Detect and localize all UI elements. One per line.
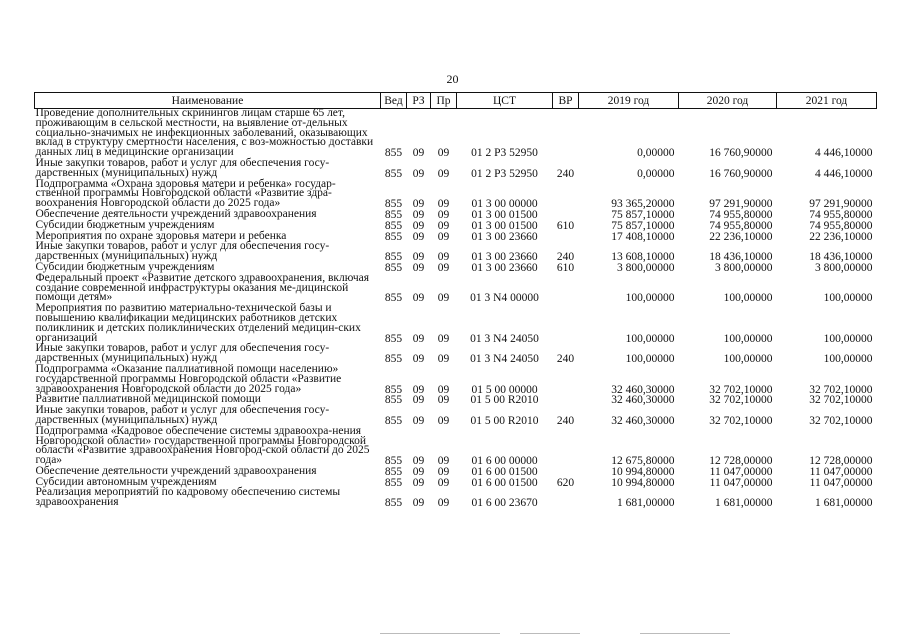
row-vr: 620 <box>556 476 575 489</box>
row-amount-2021: 100,00000 <box>823 332 873 345</box>
row-amount-2020: 97 291,90000 <box>709 198 773 211</box>
table-row <box>35 488 877 509</box>
row-pr: 09 <box>437 414 450 427</box>
row-amount-2019: 0,00000 <box>637 147 675 160</box>
column-header-pr: Пр <box>431 93 457 109</box>
row-amount-2019: 75 857,10000 <box>611 208 675 221</box>
budget-table <box>34 92 877 509</box>
row-ved: 855 <box>384 147 403 160</box>
row-amount-2021: 4 446,10000 <box>815 167 873 180</box>
row-vr <box>553 304 579 344</box>
row-amount-2019: 13 608,10000 <box>611 251 675 264</box>
row-rz: 09 <box>412 394 425 407</box>
row-amount-2019: 32 460,30000 <box>611 383 675 396</box>
row-vr <box>553 395 579 406</box>
row-rz: 09 <box>412 251 425 264</box>
row-vr <box>553 180 579 210</box>
row-name: Федеральный проект «Развитие детского здравоохранения, включая создание современной инфраструктуры оказания ме-дицинской помощи детям» <box>35 271 370 304</box>
row-amount-2021: 11 047,00000 <box>809 465 873 478</box>
row-rz: 09 <box>412 497 425 510</box>
row-pr: 09 <box>437 292 450 305</box>
row-vr: 610 <box>556 261 575 274</box>
row-amount-2021: 32 702,10000 <box>809 383 873 396</box>
row-amount-2021: 100,00000 <box>823 292 873 305</box>
row-vr <box>553 488 579 509</box>
row-pr: 09 <box>437 476 450 489</box>
page-number: 20 <box>446 72 459 86</box>
row-pr: 09 <box>437 497 450 510</box>
row-name: Подпрограмма «Кадровое обеспечение системы здравоохра-нения Новгородской области» государственной программы Новгородской области «Развитие здравоохранения Новгород-ской области до 2025 года» <box>35 424 370 467</box>
row-pr: 09 <box>437 455 450 468</box>
table-row <box>35 180 877 210</box>
row-amount-2021: 4 446,10000 <box>815 147 873 160</box>
row-rz: 09 <box>412 261 425 274</box>
row-ved: 855 <box>384 353 403 366</box>
row-ved: 855 <box>384 476 403 489</box>
column-header-2021: 2021 год <box>777 93 877 109</box>
row-pr: 09 <box>437 261 450 274</box>
row-amount-2020: 11 047,00000 <box>709 465 773 478</box>
row-amount-2021: 97 291,90000 <box>809 198 873 211</box>
row-amount-2021: 32 702,10000 <box>809 394 873 407</box>
row-rz: 09 <box>412 465 425 478</box>
row-name: Обеспечение деятельности учреждений здравоохранения <box>35 464 317 477</box>
scan-artifact <box>640 633 730 634</box>
row-amount-2020: 12 728,00000 <box>709 455 773 468</box>
row-rz: 09 <box>412 230 425 243</box>
row-amount-2019: 100,00000 <box>625 332 675 345</box>
row-amount-2021: 18 436,10000 <box>809 251 873 264</box>
row-vr <box>553 232 579 243</box>
table-row <box>35 274 877 304</box>
row-pr: 09 <box>437 394 450 407</box>
row-cst: 01 6 00 00000 <box>471 455 538 468</box>
row-ved: 855 <box>384 208 403 221</box>
row-pr: 09 <box>437 353 450 366</box>
row-amount-2019: 100,00000 <box>625 353 675 366</box>
row-amount-2021: 100,00000 <box>823 353 873 366</box>
row-pr: 09 <box>437 147 450 160</box>
row-amount-2021: 74 955,80000 <box>809 219 873 232</box>
row-rz: 09 <box>412 476 425 489</box>
row-amount-2019: 32 460,30000 <box>611 394 675 407</box>
table-row <box>35 109 877 159</box>
row-amount-2020: 100,00000 <box>723 353 773 366</box>
row-amount-2021: 22 236,10000 <box>809 230 873 243</box>
row-name: Обеспечение деятельности учреждений здравоохранения <box>35 207 317 220</box>
row-pr: 09 <box>437 383 450 396</box>
row-ved: 855 <box>384 383 403 396</box>
row-amount-2020: 32 702,10000 <box>709 414 773 427</box>
row-ved: 855 <box>384 261 403 274</box>
row-name: Иные закупки товаров, работ и услуг для обеспечения госу-дарственных (муниципальных) нужд <box>35 342 330 365</box>
scan-artifact <box>520 633 580 634</box>
row-vr: 240 <box>556 167 575 180</box>
row-pr: 09 <box>437 208 450 221</box>
row-name: Мероприятия по развитию материально-технической базы и повышению квалификации медицинских работников детских поликлиник и детских поликлинических отделений медицин-ских организаций <box>35 302 361 344</box>
row-vr <box>553 109 579 159</box>
row-name: Иные закупки товаров, работ и услуг для обеспечения госу-дарственных (муниципальных) нужд <box>35 404 330 426</box>
row-amount-2019: 1 681,00000 <box>617 497 675 510</box>
row-cst: 01 2 P3 52950 <box>471 147 538 160</box>
row-amount-2020: 100,00000 <box>723 332 773 345</box>
table-row <box>35 159 877 180</box>
table-row <box>35 365 877 395</box>
row-amount-2020: 22 236,10000 <box>709 230 773 243</box>
row-ved: 855 <box>384 332 403 345</box>
row-cst: 01 6 00 01500 <box>471 476 538 489</box>
row-ved: 855 <box>384 167 403 180</box>
row-pr: 09 <box>437 251 450 264</box>
row-rz: 09 <box>412 414 425 427</box>
column-header-2019: 2019 год <box>579 93 679 109</box>
row-vr <box>553 427 579 467</box>
column-header-rz: РЗ <box>407 93 431 109</box>
row-cst: 01 5 00 R2010 <box>470 394 539 407</box>
row-amount-2020: 1 681,00000 <box>715 497 773 510</box>
table-row <box>35 242 877 263</box>
row-pr: 09 <box>437 230 450 243</box>
row-rz: 09 <box>412 383 425 396</box>
row-pr: 09 <box>437 167 450 180</box>
row-amount-2019: 100,00000 <box>625 292 675 305</box>
row-rz: 09 <box>412 455 425 468</box>
scan-artifact <box>380 633 500 634</box>
row-ved: 855 <box>384 198 403 211</box>
row-rz: 09 <box>412 353 425 366</box>
row-name: Мероприятия по охране здоровья матери и ребенка <box>35 229 287 242</box>
row-amount-2019: 10 994,80000 <box>611 465 675 478</box>
row-rz: 09 <box>412 332 425 345</box>
row-pr: 09 <box>437 219 450 232</box>
row-ved: 855 <box>384 394 403 407</box>
row-amount-2019: 10 994,80000 <box>611 476 675 489</box>
row-pr: 09 <box>437 198 450 211</box>
row-amount-2021: 12 728,00000 <box>809 455 873 468</box>
row-name: Субсидии бюджетным учреждениям <box>35 218 215 231</box>
column-header-cst: ЦСТ <box>457 93 553 109</box>
row-name: Подпрограмма «Охрана здоровья матери и ребенка» государ-ственной программы Новгородской области «Развитие здра-воохранения Новгородской области до 2025 года» <box>35 177 336 210</box>
row-name: Развитие паллиативной медицинской помощи <box>35 393 261 406</box>
row-name: Проведение дополнительных скринингов лицам старше 65 лет, проживающим в сельской местности, на выявление от-дельных социально-значимых не инфекционных заболеваний, оказывающих вклад в структуру смертности населения, с воз-можностью доставки данных лиц в медицинские организации <box>35 107 374 159</box>
row-ved: 855 <box>384 219 403 232</box>
row-amount-2021: 11 047,00000 <box>809 476 873 489</box>
table-row <box>35 304 877 344</box>
row-ved: 855 <box>384 497 403 510</box>
row-amount-2020: 11 047,00000 <box>709 476 773 489</box>
row-name: Субсидии автономным учреждениям <box>35 475 217 488</box>
row-rz: 09 <box>412 147 425 160</box>
row-amount-2019: 3 800,00000 <box>617 261 675 274</box>
row-rz: 09 <box>412 198 425 211</box>
row-amount-2019: 75 857,10000 <box>611 219 675 232</box>
row-vr: 610 <box>556 219 575 232</box>
row-cst: 01 3 00 00000 <box>471 198 538 211</box>
row-pr: 09 <box>437 332 450 345</box>
row-vr <box>553 365 579 395</box>
row-cst: 01 3 N4 24050 <box>470 353 539 366</box>
row-amount-2020: 3 800,00000 <box>715 261 773 274</box>
table-row <box>35 406 877 427</box>
row-vr: 240 <box>556 414 575 427</box>
row-pr: 09 <box>437 465 450 478</box>
row-amount-2020: 100,00000 <box>723 292 773 305</box>
row-ved: 855 <box>384 292 403 305</box>
row-cst: 01 5 00 R2010 <box>470 414 539 427</box>
row-amount-2021: 32 702,10000 <box>809 414 873 427</box>
row-cst: 01 5 00 00000 <box>471 383 538 396</box>
row-cst: 01 6 00 23670 <box>471 497 538 510</box>
row-ved: 855 <box>384 230 403 243</box>
row-vr: 240 <box>556 251 575 264</box>
row-name: Иные закупки товаров, работ и услуг для обеспечения госу-дарственных (муниципальных) нужд <box>35 156 330 179</box>
row-amount-2019: 32 460,30000 <box>611 414 675 427</box>
row-ved: 855 <box>384 414 403 427</box>
row-amount-2020: 32 702,10000 <box>709 383 773 396</box>
column-header-name: Наименование <box>35 93 381 109</box>
row-cst: 01 2 P3 52950 <box>471 167 538 180</box>
row-amount-2020: 16 760,90000 <box>709 147 773 160</box>
row-cst: 01 3 N4 00000 <box>470 292 539 305</box>
row-rz: 09 <box>412 167 425 180</box>
row-cst: 01 3 00 01500 <box>471 208 538 221</box>
row-amount-2021: 1 681,00000 <box>815 497 873 510</box>
row-amount-2020: 18 436,10000 <box>709 251 773 264</box>
row-name: Реализация мероприятий по кадровому обеспечению системы здравоохранения <box>35 486 341 509</box>
row-amount-2020: 74 955,80000 <box>709 219 773 232</box>
row-cst: 01 3 00 23660 <box>471 230 538 243</box>
row-cst: 01 6 00 01500 <box>471 465 538 478</box>
column-header-ved: Вед <box>381 93 407 109</box>
row-amount-2021: 74 955,80000 <box>809 208 873 221</box>
row-ved: 855 <box>384 251 403 264</box>
row-name: Субсидии бюджетным учреждениям <box>35 260 215 273</box>
row-ved: 855 <box>384 455 403 468</box>
column-header-vr: ВР <box>553 93 579 109</box>
row-name: Иные закупки товаров, работ и услуг для обеспечения госу-дарственных (муниципальных) нужд <box>35 240 330 263</box>
row-rz: 09 <box>412 219 425 232</box>
row-amount-2021: 3 800,00000 <box>815 261 873 274</box>
row-cst: 01 3 00 23660 <box>471 261 538 274</box>
row-name: Подпрограмма «Оказание паллиативной помощи населению» государственной программы Новгородской области «Развитие здравоохранения Новгородской области до 2025 года» <box>35 362 342 395</box>
row-rz: 09 <box>412 208 425 221</box>
row-cst: 01 3 00 23660 <box>471 251 538 264</box>
table-row <box>35 427 877 467</box>
row-amount-2019: 12 675,80000 <box>611 455 675 468</box>
row-amount-2020: 16 760,90000 <box>709 167 773 180</box>
row-amount-2020: 74 955,80000 <box>709 208 773 221</box>
row-rz: 09 <box>412 292 425 305</box>
row-cst: 01 3 00 01500 <box>471 219 538 232</box>
row-vr <box>553 274 579 304</box>
row-ved: 855 <box>384 465 403 478</box>
row-amount-2019: 0,00000 <box>637 167 675 180</box>
column-header-2020: 2020 год <box>679 93 777 109</box>
row-vr: 240 <box>556 353 575 366</box>
row-cst: 01 3 N4 24050 <box>470 332 539 345</box>
row-amount-2019: 17 408,10000 <box>611 230 675 243</box>
row-amount-2020: 32 702,10000 <box>709 394 773 407</box>
row-amount-2019: 93 365,20000 <box>611 198 675 211</box>
table-row <box>35 344 877 365</box>
